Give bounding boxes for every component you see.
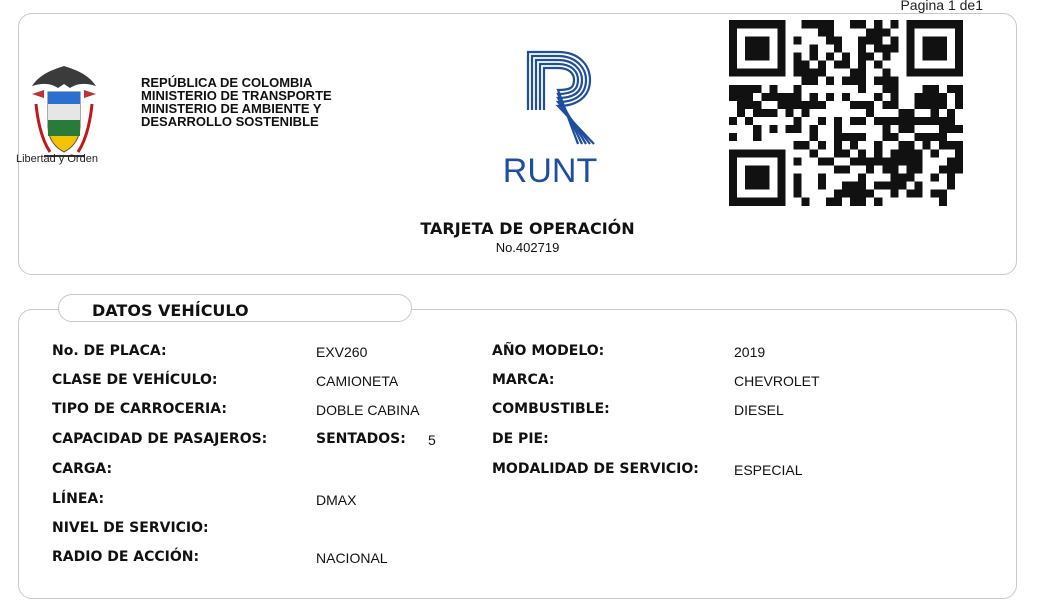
ministry-line: DESARROLLO SOSTENIBLE [141,114,319,129]
runt-logo [494,40,606,188]
ministry-line: MINISTERIO DE AMBIENTE Y [141,101,322,116]
seated-value: 5 [428,432,436,448]
document-title: TARJETA DE OPERACIÓN [420,219,635,238]
document-number: No.402719 [495,240,560,255]
runt-logo-text: RUNT [502,152,598,188]
coat-caption: Libertad y Orden [16,153,98,165]
range-label: RADIO DE ACCIÓN: [52,549,200,565]
fuel-value: DIESEL [734,402,784,418]
cargo-label: CARGA: [52,461,113,477]
service-mode-label: MODALIDAD DE SERVICIO: [492,461,699,477]
brand-label: MARCA: [492,372,555,388]
range-value: NACIONAL [316,550,388,566]
plate-value: EXV260 [316,344,368,360]
body-type-label: TIPO DE CARROCERIA: [52,401,227,417]
class-value: CAMIONETA [316,373,399,389]
class-label: CLASE DE VEHÍCULO: [52,372,218,388]
model-year-value: 2019 [734,344,766,360]
qr-code [729,20,963,206]
seated-label: SENTADOS: [316,431,406,447]
standing-label: DE PIE: [492,431,549,447]
capacity-label: CAPACIDAD DE PASAJEROS: [52,431,268,447]
page-indicator: Pagina 1 de1 [900,0,983,13]
line-value: DMAX [316,492,357,508]
service-level-label: NIVEL DE SERVICIO: [52,520,209,536]
brand-value: CHEVROLET [734,373,820,389]
ministry-line: MINISTERIO DE TRANSPORTE [141,88,332,103]
plate-label: No. DE PLACA: [52,343,167,359]
service-mode-value: ESPECIAL [734,462,803,478]
line-label: LÍNEA: [52,491,105,507]
ministry-block [141,76,332,128]
ministry-line: REPÚBLICA DE COLOMBIA [141,75,313,90]
fuel-label: COMBUSTIBLE: [492,401,610,417]
body-type-value: DOBLE CABINA [316,402,420,418]
model-year-label: AÑO MODELO: [492,343,605,359]
section-title: DATOS VEHÍCULO [92,301,249,320]
